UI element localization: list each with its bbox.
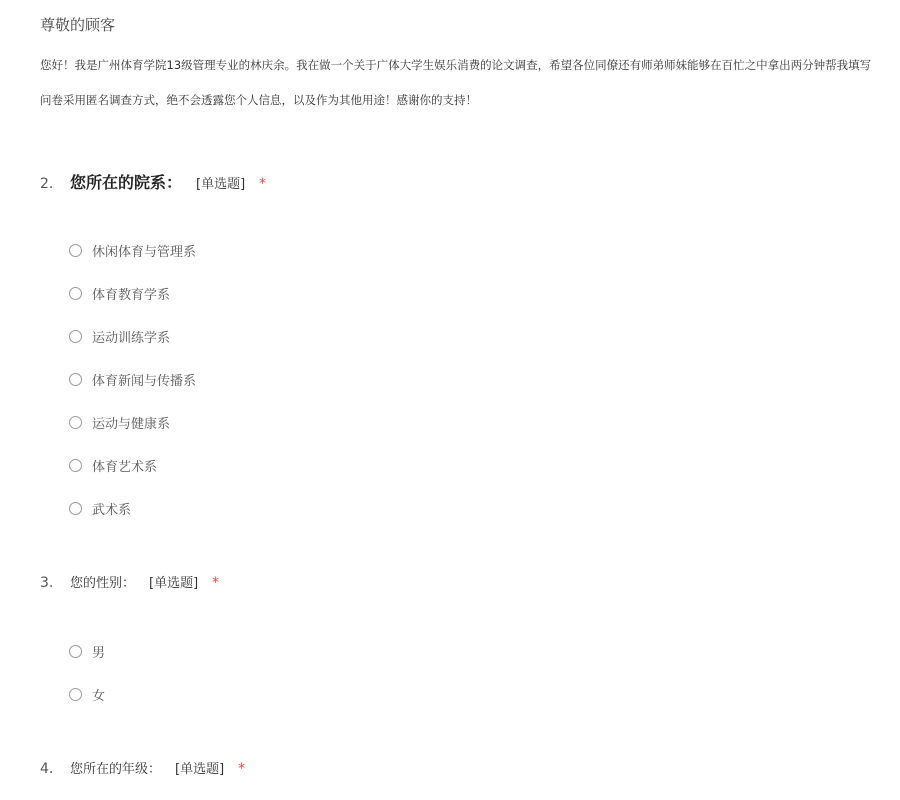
radio-button[interactable] <box>69 244 82 257</box>
radio-button[interactable] <box>69 330 82 343</box>
intro-text-line-2: 问卷采用匿名调查方式，绝不会透露您个人信息，以及作为其他用途！感谢你的支持！ <box>40 93 477 107</box>
required-marker: * <box>212 575 220 591</box>
option-gender-female[interactable] <box>69 685 105 704</box>
option-label: 运动训练学系 <box>92 331 171 346</box>
option-department-6[interactable] <box>69 456 157 475</box>
radio-button[interactable] <box>69 459 82 472</box>
option-department-3[interactable] <box>69 327 170 346</box>
question-type: [单选题] <box>175 762 225 777</box>
question-3-header <box>40 572 219 591</box>
option-label: 女 <box>92 689 106 704</box>
option-label: 体育艺术系 <box>92 460 158 475</box>
intro-title: 尊敬的顾客 <box>40 16 116 34</box>
option-gender-male[interactable] <box>69 642 105 661</box>
option-label: 体育新闻与传播系 <box>92 374 197 389</box>
option-department-5[interactable] <box>69 413 170 432</box>
radio-button[interactable] <box>69 373 82 386</box>
question-text: 您的性别： <box>70 576 136 591</box>
radio-button[interactable] <box>69 287 82 300</box>
question-number: 2. <box>40 176 54 192</box>
option-label: 运动与健康系 <box>92 417 171 432</box>
option-label: 体育教育学系 <box>92 288 171 303</box>
question-4-header <box>40 758 245 777</box>
option-label: 休闲体育与管理系 <box>92 245 197 260</box>
radio-button[interactable] <box>69 502 82 515</box>
required-marker: * <box>238 761 246 777</box>
question-text: 您所在的院系： <box>70 173 183 192</box>
option-label: 武术系 <box>92 503 132 518</box>
radio-button[interactable] <box>69 645 82 658</box>
option-department-7[interactable] <box>69 499 131 518</box>
option-department-2[interactable] <box>69 284 170 303</box>
option-department-1[interactable] <box>69 241 196 260</box>
radio-button[interactable] <box>69 688 82 701</box>
required-marker: * <box>259 176 267 192</box>
question-number: 4. <box>40 761 54 777</box>
question-type: [单选题] <box>149 576 199 591</box>
question-2-header <box>40 170 266 193</box>
option-label: 男 <box>92 646 106 661</box>
intro-text-line-1: 您好！我是广州体育学院13级管理专业的林庆余。我在做一个关于广体大学生娱乐消费的论文调查，希望各位同僚还有师弟师妹能够在百忙之中拿出两分钟帮我填写 <box>40 58 872 72</box>
option-department-4[interactable] <box>69 370 196 389</box>
question-number: 3. <box>40 575 54 591</box>
question-type: [单选题] <box>196 177 246 192</box>
radio-button[interactable] <box>69 416 82 429</box>
question-text: 您所在的年级： <box>70 762 162 777</box>
